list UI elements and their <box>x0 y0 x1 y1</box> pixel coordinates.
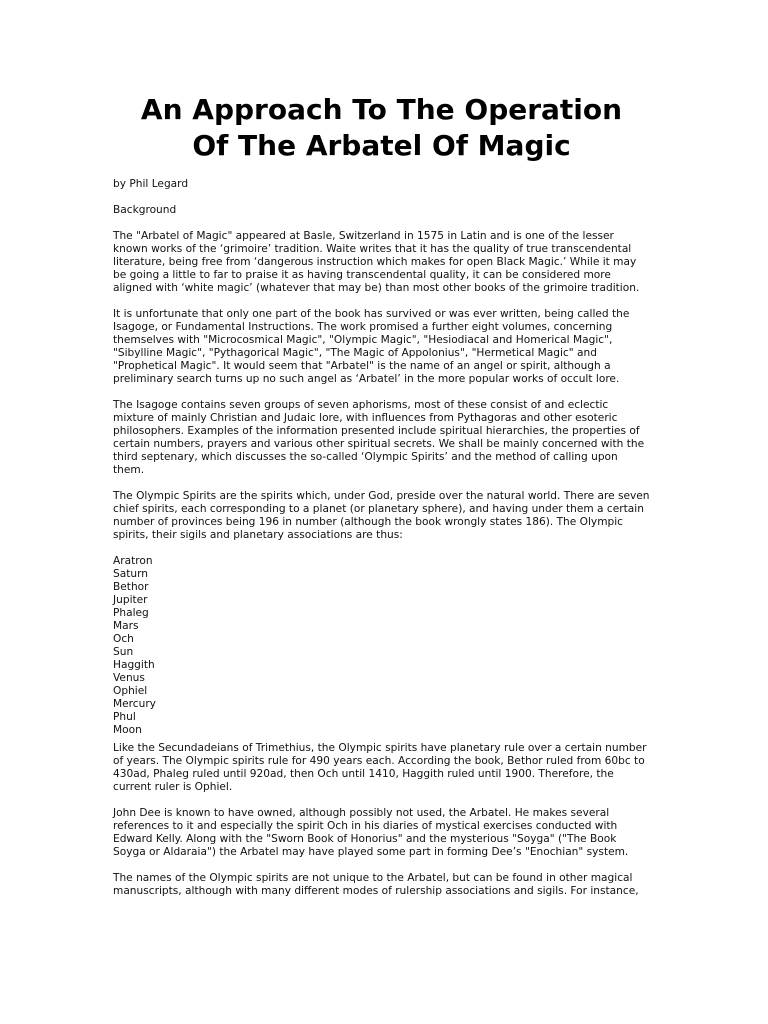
title-line-1: An Approach To The Operation <box>140 93 623 126</box>
list-item: Haggith <box>113 659 155 671</box>
paragraph: Like the Secundadeians of Trimethius, the Olympic spirits have planetary rule over a certain number of years. The Olympic spirits rule for 490 years each. According the book, Bethor ruled from 60bc to 430ad, Phaleg ruled until 920ad, then Och until 1410, Haggith ruled until 1900. Therefore, the current ruler is Ophiel. <box>113 742 647 793</box>
paragraph: The Olympic Spirits are the spirits which, under God, preside over the natural world. There are seven chief spirits, each corresponding to a planet (or planetary sphere), and having under them a certain number of provinces being 196 in number (although the book wrongly states 186). The Olympic spirits, their sigils and planetary associations are thus: <box>113 490 650 541</box>
list-item: Och <box>113 633 134 645</box>
list-item: Mercury <box>113 698 156 710</box>
list-item: Bethor <box>113 581 149 593</box>
paragraph: The Isagoge contains seven groups of seven aphorisms, most of these consist of and eclectic mixture of mainly Christian and Judaic lore, with influences from Pythagoras and other esoteric philosophers. Examples of the information presented include spiritual hierarchies, the properties of certain numbers, prayers and various other spiritual secrets. We shall be mainly concerned with the third septenary, which discusses the so-called ‘Olympic Spirits’ and the method of calling upon them. <box>113 399 645 476</box>
list-item: Sun <box>113 646 134 658</box>
section-heading: Background <box>113 204 177 216</box>
spirit-list <box>113 555 650 737</box>
paragraph: John Dee is known to have owned, although possibly not used, the Arbatel. He makes several references to it and especially the spirit Och in his diaries of mystical exercises conducted with Edward Kelly. Along with the "Sworn Book of Honorius" and the mysterious "Soyga" ("The Book Soyga or Aldaraia") the Arbatel may have played some part in forming Dee’s "Enochian" system. <box>113 807 629 858</box>
paragraph: The "Arbatel of Magic" appeared at Basle, Switzerland in 1575 in Latin and is one of the lesser known works of the ‘grimoire’ tradition. Waite writes that it has the quality of true transcendental literature, being free from ‘dangerous instruction which makes for open Black Magic.’ While it may be going a little to far to praise it as having transcendental quality, it can be considered more aligned with ‘white magic’ (whatever that may be) than most other books of the grimoire tradition. <box>113 230 640 294</box>
list-item: Mars <box>113 620 139 632</box>
paragraph: It is unfortunate that only one part of the book has survived or was ever written, being called the Isagoge, or Fundamental Instructions. The work promised a further eight volumes, concerning themselves with "Microcosmical Magic", "Olympic Magic", "Hesiodiacal and Homerical Magic", "Sibylline Magic", "Pythagorical Magic", "The Magic of Appolonius", "Hermetical Magic" and "Prophetical Magic". It would seem that "Arbatel" is the name of an angel or spirit, although a preliminary search turns up no such angel as ‘Arbatel’ in the more popular works of occult lore. <box>113 308 630 385</box>
document-title <box>113 92 650 164</box>
paragraph: The names of the Olympic spirits are not unique to the Arbatel, but can be found in other magical manuscripts, although with many different modes of rulership associations and sigils. For instance, <box>113 872 639 897</box>
title-line-2: Of The Arbatel Of Magic <box>192 129 571 162</box>
list-item: Moon <box>113 724 142 736</box>
list-item: Saturn <box>113 568 148 580</box>
list-item: Phul <box>113 711 136 723</box>
list-item: Jupiter <box>113 594 148 606</box>
byline: by Phil Legard <box>113 178 189 190</box>
list-item: Aratron <box>113 555 153 567</box>
list-item: Phaleg <box>113 607 149 619</box>
document-body <box>113 178 650 898</box>
list-item: Ophiel <box>113 685 148 697</box>
list-item: Venus <box>113 672 145 684</box>
